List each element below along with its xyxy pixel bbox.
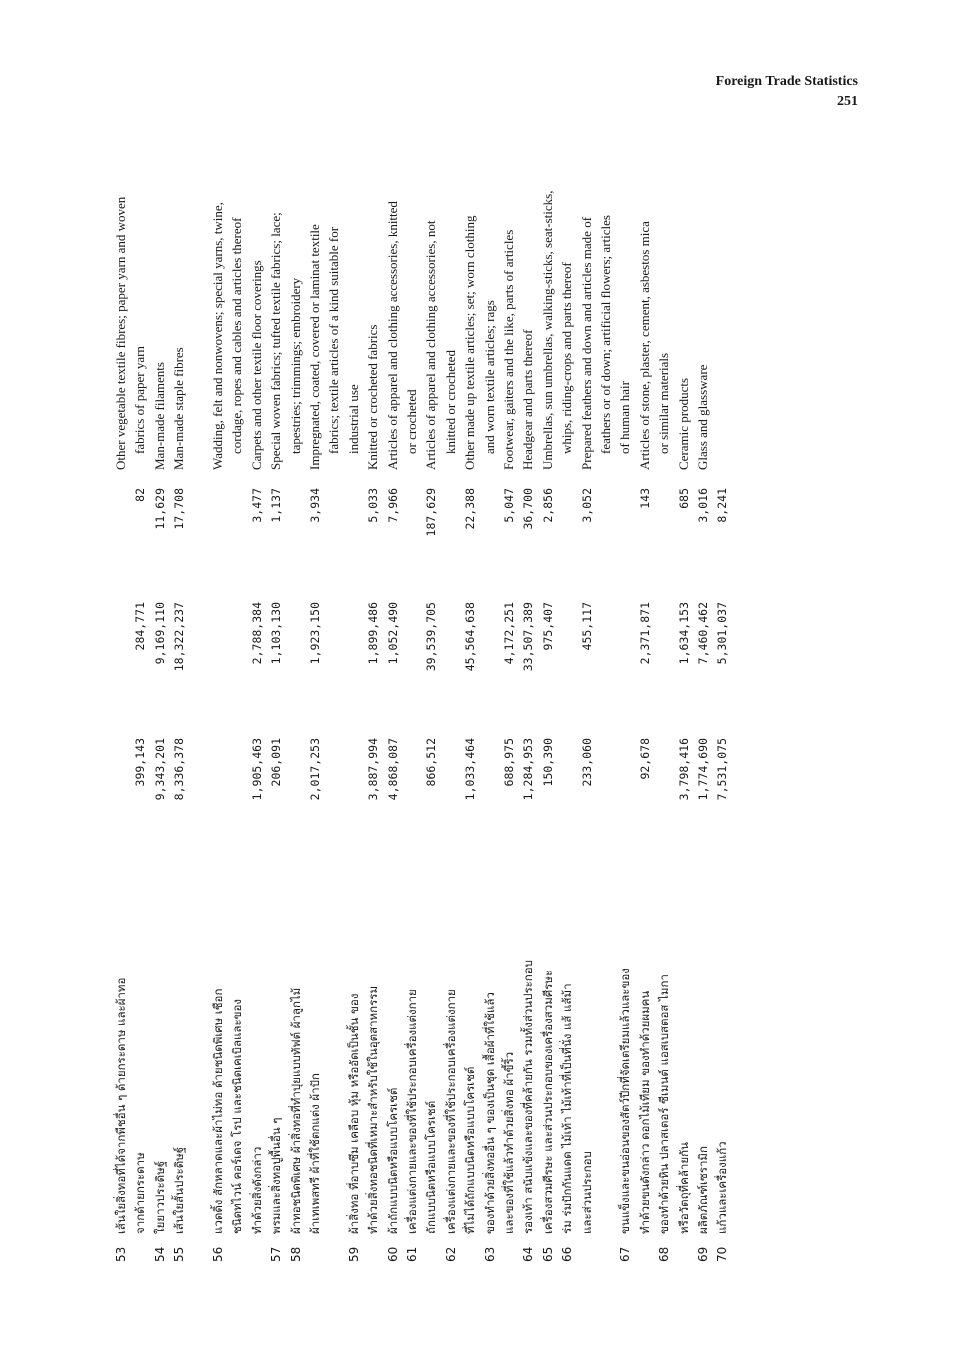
thai-description: จากด้ายกระดาษ [133,1152,148,1234]
english-description: Other vegetable textile fibres; paper yarn and woven [113,196,128,470]
thai-description: เส้นใยสิ่งทอที่ได้จากพืชอื่น ๆ ด้ายกระดาษ และผ้าทอ [114,977,128,1234]
row-number: 56 [211,1246,225,1262]
thai-description: ผ้าทอชนิดพิเศษ ผ้าสิ่งทอที่ทำปุยแบบทัฟต์ ผ้าลูกไม้ [288,987,303,1234]
page-number: 251 [837,94,858,109]
value-col-2: 2,788,384 [249,602,264,665]
value-col-3: 11,629 [152,488,167,530]
value-col-1: 688,975 [502,738,516,787]
english-description: Articles of apparel and clothing accessories, knitted [384,201,400,470]
thai-description: ที่ไม่ได้ถักแบบนิตหรือแบบโครเชต์ [463,1066,478,1234]
value-col-1: 206,091 [269,738,284,787]
english-description: tapestries; trimmings; embroidery [287,277,303,454]
value-col-1: 2,017,253 [308,738,322,801]
thai-description: ทำด้วยขนดังกล่าว ดอกไม้เทียม ของทำด้วยผมคน [637,990,652,1234]
thai-description: เครื่องแต่งกายและของที่ใช้ประกอบเครื่องแต่งกาย [443,989,458,1234]
english-description: Glass and glassware [695,364,710,470]
thai-description: และของที่ใช้แล้วทำด้วยสิ่งทอ ผ้าขี้ริ้ว [502,1051,516,1234]
value-col-2: 33,507,389 [521,602,536,672]
value-col-2: 45,564,638 [463,602,478,672]
english-description: Footwear, gaiters and the like, parts of articles [501,229,516,470]
row-number: 66 [560,1246,575,1262]
english-description: Umbrellas, sun umbrellas, walking-sticks, seat-sticks, [539,190,555,470]
value-col-3: 3,052 [579,488,594,523]
english-description: of human hair [617,381,633,454]
value-col-1: 4,868,087 [385,738,400,801]
row-number: 69 [696,1246,710,1262]
value-col-2: 1,634,153 [676,602,691,665]
value-col-3: 8,241 [715,488,730,523]
running-header-title: Foreign Trade Statistics [715,74,858,89]
thai-description: ขนแข็งและขนอ่อนของสัตว์ปีกที่จัดเตรียมแล้วและของ [618,968,633,1234]
row-number: 68 [657,1246,672,1262]
thai-description: ผลิตภัณฑ์เซรามิก [696,1146,710,1234]
english-description: fabrics; textile articles of a kind suitable for [326,226,342,454]
value-col-1: 233,060 [579,738,594,787]
english-description: Ceramic products [675,377,691,470]
table-row [711,72,733,1262]
value-col-3: 22,388 [463,488,478,530]
value-col-2: 4,172,251 [502,602,516,665]
value-col-1: 3,887,994 [366,738,381,801]
thai-description: รองเท้า สนับแข้งและของที่คล้ายกัน รวมทั้งส่วนประกอบ [521,960,536,1234]
english-description: whips, riding-crops and parts thereof [559,262,575,454]
english-description: Other made up textile articles; set; worn clothing [462,215,478,470]
value-col-1: 150,390 [540,738,555,787]
value-col-3: 1,137 [269,488,284,523]
thai-description: เครื่องสวมศีรษะ และส่วนประกอบของเครื่องสวมศีรษะ [540,969,555,1234]
value-col-1: 9,343,201 [152,738,167,801]
value-col-2: 1,103,130 [269,602,284,665]
value-col-2: 1,899,486 [366,602,381,665]
value-col-2: 5,301,037 [715,602,730,665]
value-col-3: 3,934 [308,488,322,523]
value-col-2: 975,407 [540,602,555,651]
english-description: and worn textile articles; rags [481,300,497,454]
thai-description: ชนิดทไวน์ คอร์เดจ โรป และชนิดเคเบิลและของ [230,998,245,1234]
value-col-2: 1,052,490 [385,602,400,665]
row-number: 61 [405,1246,419,1262]
value-col-3: 82 [133,488,148,502]
value-col-1: 1,905,463 [249,738,264,801]
value-col-1: 1,774,690 [696,738,710,801]
row-number: 63 [482,1246,497,1262]
row-number: 70 [715,1246,730,1262]
thai-description: ผ้าสิ่งทอ ที่อาบซึม เคลือบ หุ้ม หรืออัดเป็นชั้น ของ [346,993,361,1234]
english-description: Carpets and other textile floor coverings [248,260,264,470]
row-number: 57 [269,1246,284,1262]
value-col-1: 1,033,464 [463,738,478,801]
value-col-1: 7,531,075 [715,738,730,801]
english-description: Articles of stone, plaster, cement, asbestos mica [636,221,652,470]
value-col-2: 284,771 [133,602,148,651]
english-description: knitted or crocheted [442,350,458,454]
row-number: 60 [385,1246,400,1262]
thai-description: ใยยาวประดิษฐ์ [152,1160,167,1234]
value-col-1: 8,336,378 [172,738,187,801]
english-description: Man-made staple fibres [171,347,187,470]
rotated-trade-table [108,72,728,1262]
thai-description: แก้วและเครื่องแก้ว [715,1141,730,1234]
english-description: Articles of apparel and clothing accessories, not [423,220,439,470]
english-description: Headgear and parts thereof [520,329,536,470]
row-number: 54 [152,1246,167,1262]
thai-description: ของทำด้วยหิน ปลาสเตอร์ ซีเมนต์ แอสเบสตอส ไมกา [657,974,672,1234]
value-col-3: 3,016 [696,488,710,523]
english-description: Wadding, felt and nonwovens; special yarns, twine, [210,202,225,470]
value-col-2: 2,371,871 [637,602,652,665]
english-description: Prepared feathers and down and articles made of [578,216,594,470]
value-col-3: 685 [676,488,691,509]
row-number: 64 [521,1246,536,1262]
value-col-2: 7,460,462 [696,602,710,665]
english-description: cordage, ropes and cables and articles thereof [229,217,245,454]
value-col-1: 3,798,416 [676,738,691,801]
value-col-1: 866,512 [424,738,439,787]
thai-description: ทำด้วยสิ่งทอชนิดที่เหมาะสำหรับใช้ในอุตสาหกรรม [366,985,381,1234]
thai-description: ของทำด้วยสิ่งทออื่น ๆ ของเป็นชุด เสื้อผ้าที่ใช้แล้ว [482,992,497,1234]
value-col-3: 5,033 [366,488,381,523]
row-number: 53 [114,1246,128,1262]
value-col-2: 455,117 [579,602,594,651]
thai-description: ทำด้วยสิ่งดังกล่าว [249,1146,264,1234]
row-number: 58 [288,1246,303,1262]
thai-description: แวดดิ้ง สักหลาดและผ้าไม่ทอ ด้ายชนิดพิเศษ เชือก [211,988,225,1234]
value-col-3: 7,966 [385,488,400,523]
value-col-3: 36,700 [521,488,536,530]
english-description: or similar materials [656,352,672,454]
english-description: or crocheted [404,389,419,454]
row-number: 62 [443,1246,458,1262]
thai-description: ร่ม ร่มปักกันแดด ไม้เท้า ไม้เท้าที่เป็นที่นั่ง แส้ แส้ม้า [560,983,575,1234]
value-col-2: 39,539,705 [424,602,439,672]
english-description: industrial use [345,384,361,454]
thai-description: พรมและสิ่งทอปูพื้นอื่น ๆ [269,1117,284,1234]
thai-description: เส้นใยสั้นประดิษฐ์ [172,1146,187,1234]
english-description: Special woven fabrics; tufted textile fabrics; lace; [268,212,284,470]
thai-description: ผ้าเทเพสทรี ผ้าที่ใช้ตกแต่ง ผ้าปัก [308,1073,322,1234]
thai-description: ถักแบบนิตหรือแบบโครเชต์ [424,1100,439,1234]
value-col-2: 9,169,110 [152,602,167,665]
english-description: Knitted or crocheted fabrics [365,324,381,470]
value-col-2: 1,923,150 [308,602,322,665]
value-col-1: 1,284,953 [521,738,536,801]
thai-description: เครื่องแต่งกายและของที่ใช้ประกอบเครื่องแต่งกาย [405,989,419,1234]
value-col-3: 187,629 [424,488,439,537]
row-number: 59 [346,1246,361,1262]
value-col-2: 18,322,237 [172,602,187,672]
row-number: 67 [618,1246,633,1262]
english-description: feathers or of down; artificial flowers; articles [598,215,613,454]
thai-description: ผ้าถักแบบนิตหรือแบบโครเชต์ [385,1087,400,1234]
english-description: Impregnated, coated, covered or laminat textile [307,224,322,470]
thai-description: หรือวัตถุที่คล้ายกัน [676,1142,691,1234]
value-col-3: 2,856 [540,488,555,523]
english-description: fabrics of paper yarn [132,346,148,454]
english-description: Man-made filaments [151,362,167,470]
value-col-3: 143 [637,488,652,509]
value-col-1: 399,143 [133,738,148,787]
value-col-3: 17,708 [172,488,187,530]
value-col-3: 3,477 [249,488,264,523]
row-number: 65 [540,1246,555,1262]
thai-description: และส่วนประกอบ [579,1151,594,1234]
value-col-1: 92,678 [637,738,652,780]
row-number: 55 [172,1246,187,1262]
value-col-3: 5,047 [502,488,516,523]
